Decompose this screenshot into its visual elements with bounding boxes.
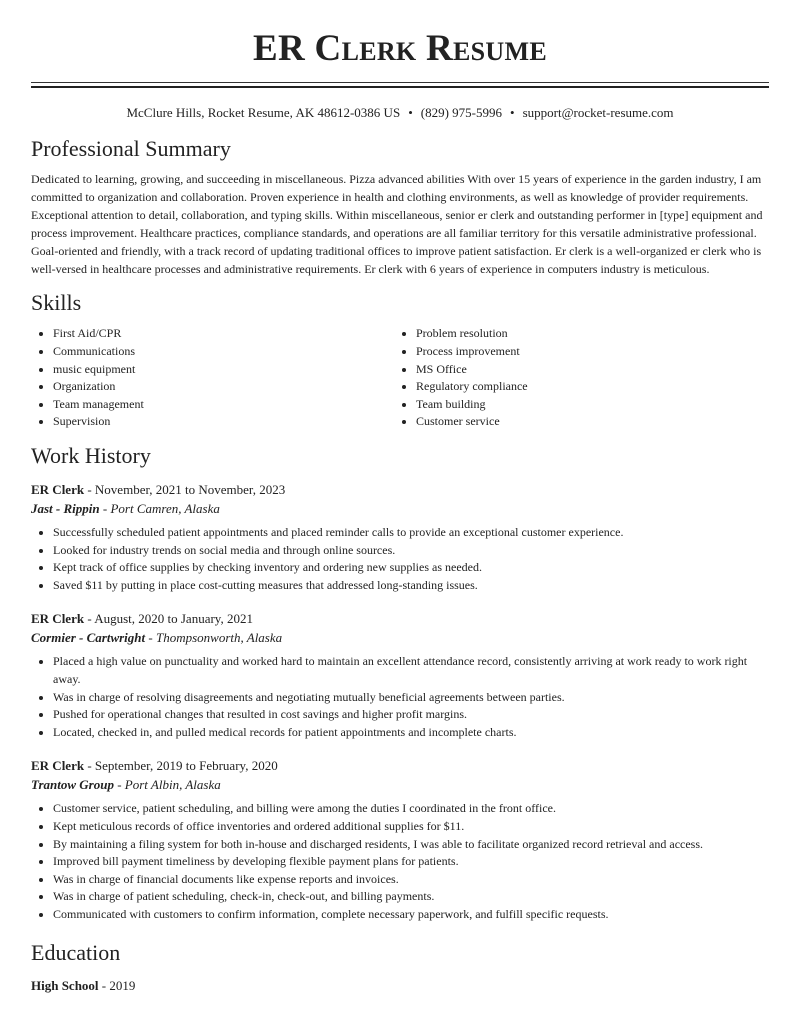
education-degree: High School [31,977,99,993]
job-company: Cormier - Cartwright [31,630,146,646]
job-dates: - August, 2020 to January, 2021 [84,611,253,627]
skill-item: • Team management [53,396,394,414]
job-dates: - September, 2019 to February, 2020 [84,758,278,774]
job-location: - Thompsonworth, Alaska [145,630,283,646]
job-role: ER Clerk [31,758,85,774]
skills-column-right [394,325,757,431]
header-divider-thick [31,86,769,88]
contact-separator: • [510,105,515,120]
job-dates: - November, 2021 to November, 2023 [84,482,286,497]
skill-item: • First Aid/CPR [53,325,394,343]
resume-page [31,0,769,995]
job-bullet: • Successfully scheduled patient appointments and placed reminder calls to provide an exceptional customer experience. [53,524,769,542]
job-entry [31,481,769,594]
skill-item: • Regulatory compliance [416,378,757,396]
job-bullet: • Improved bill payment timeliness by developing flexible payment plans for patients. [53,853,769,871]
job-location: - Port Camren, Alaska [99,501,220,516]
summary-section-title: Professional Summary [31,136,231,161]
skill-item: • music equipment [53,361,394,379]
job-entry [31,757,769,923]
skill-item: • Process improvement [416,343,757,361]
job-role: ER Clerk [31,611,85,627]
education-section-title: Education [31,939,121,965]
summary-text: Dedicated to learning, growing, and succeeding in miscellaneous. Pizza advanced abilities With over 15 years of experience in the garden industry, I am committed to organization and collaboration. Proven experience in health and clothing environments, as well as knowledge of provider requirements. Exceptional attention to detail, collaboration, and typing skills. Within miscellaneous, senior er clerk and outstanding performer in [type] equipment and process improvement. Healthcare practices, compliance standards, and operations are all familiar territory for this versatile administrative professional. Goal-oriented and friendly, with a track record of updating traditional offices to improve patient satisfaction. Er clerk is a well-organized er clerk who is well-versed in healthcare processes and administrative requirements. Er clerk with 6 years of experience in computers industry is meticulous. [31,172,763,276]
job-company-line [31,499,769,518]
education-entry [31,977,769,995]
job-company: Trantow Group [31,777,114,793]
job-bullet: • Was in charge of financial documents like expense reports and invoices. [53,871,769,889]
education-year: - 2019 [98,977,136,993]
skills-section-title: Skills [31,290,82,316]
job-bullets [31,653,769,741]
skill-item: • Problem resolution [416,325,757,343]
job-bullet: • Was in charge of resolving disagreements and negotiating mutually beneficial agreements between parties. [53,689,769,707]
resume-name-heading: ER Clerk Resume [253,28,547,69]
skill-item: • Team building [416,396,757,414]
job-title-line [31,757,769,775]
job-bullets [31,800,769,923]
skill-item: • Supervision [53,413,394,431]
skill-item: • Communications [53,343,394,361]
job-title-line [31,610,769,628]
skill-item: • MS Office [416,361,757,379]
contact-phone: (829) 975-5996 [420,105,502,120]
job-company-line [31,775,769,794]
skill-item: • Organization [53,378,394,396]
skill-item: • Customer service [416,413,757,431]
work-history-section-title: Work History [31,443,151,468]
contact-line [31,105,769,121]
header-divider-thin [31,82,769,83]
job-bullets [31,524,769,594]
job-title-line [31,481,769,499]
job-bullet: • Saved $11 by putting in place cost-cutting measures that addressed long-standing issues. [53,577,769,595]
job-entry [31,610,769,741]
job-location: - Port Albin, Alaska [113,777,221,793]
job-bullet: • Located, checked in, and pulled medical records for patient appointments and incomplete charts. [53,724,769,742]
job-bullet: • Kept meticulous records of office inventories and ordered additional supplies for $11. [53,818,769,836]
skills-column-left [31,325,394,431]
skills-list [31,325,769,431]
job-company: Jast - Rippin [31,501,100,516]
contact-separator: • [408,105,413,120]
contact-email: support@rocket-resume.com [522,105,674,120]
job-bullet: • Looked for industry trends on social media and through online sources. [53,542,769,560]
job-bullet: • By maintaining a filing system for both in-house and discharged residents, I was able to facilitate organized record retrieval and access. [53,836,769,854]
job-company-line [31,628,769,647]
job-bullet: • Pushed for operational changes that resulted in cost savings and higher profit margins. [53,706,769,724]
job-bullet: • Customer service, patient scheduling, and billing were among the duties I coordinated in the front office. [53,800,769,818]
job-bullet: • Placed a high value on punctuality and worked hard to maintain an excellent attendance record, consistently arriving at work ready to work right away. [53,653,769,688]
job-role: ER Clerk [31,482,85,497]
contact-address: McClure Hills, Rocket Resume, AK 48612-0386 US [126,105,401,120]
job-bullet: • Communicated with customers to confirm information, complete necessary paperwork, and fulfill specific requests. [53,906,769,924]
job-bullet: • Kept track of office supplies by checking inventory and ordering new supplies as needed. [53,559,769,577]
job-bullet: • Was in charge of patient scheduling, check-in, check-out, and billing payments. [53,888,769,906]
